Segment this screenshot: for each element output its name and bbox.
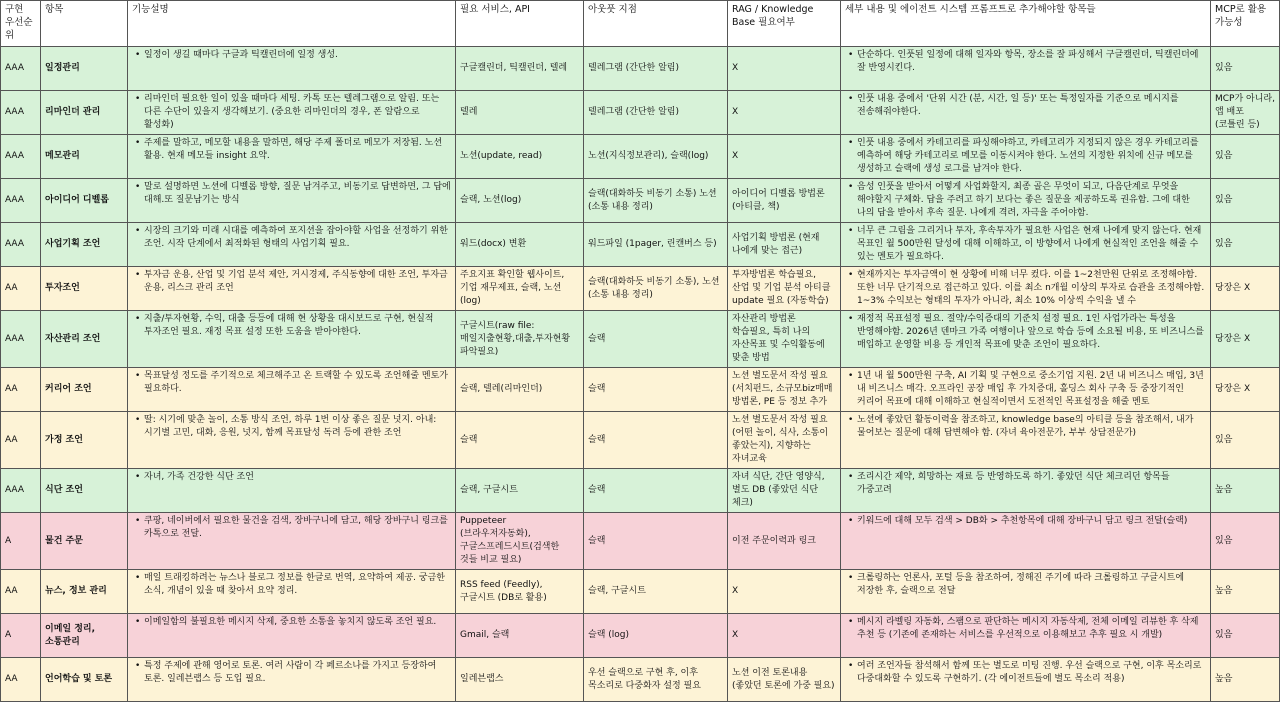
- table-row: [1, 658, 1280, 702]
- cell-output: 텔레그램 (간단한 알림): [584, 91, 728, 135]
- cell-prompt-text: • 너무 큰 그림을 그리거나 투자, 후속투자가 필요한 사업은 현재 나에게 맞지 않는다. 현재 목표인 월 500만원 달성에 대해 이해하고, 이 방향에서 나에게 현실적인 조언을 해줄 수 있는 멘토가 필요하다.: [845, 225, 1206, 264]
- cell-mcp: 있음: [1211, 47, 1280, 91]
- cell-rag: X: [728, 614, 841, 658]
- table-row: [1, 570, 1280, 614]
- cell-item: 아이디어 디벨롭: [41, 179, 128, 223]
- cell-desc-text: • 딸: 시기에 맞춘 놀이, 소통 방식 조언, 하루 1번 이상 좋은 질문 넛지. 아내: 시기별 고민, 대화, 응원, 넛지, 함께 목표달성 독려 등에 관한 조언: [132, 414, 451, 440]
- cell-output: 텔레그램 (간단한 알림): [584, 47, 728, 91]
- cell-priority: AA: [1, 412, 41, 469]
- cell-desc: [128, 91, 456, 135]
- cell-desc: [128, 614, 456, 658]
- cell-output: 워드파일 (1pager, 린캔버스 등): [584, 223, 728, 267]
- cell-priority: AA: [1, 368, 41, 412]
- cell-services: Puppeteer (브라우저자동화), 구글스프레드시트(검색한 것들 비교 필요): [456, 513, 584, 570]
- cell-item: 일정관리: [41, 47, 128, 91]
- cell-prompt: [841, 135, 1211, 179]
- cell-rag: 노션 이전 토론내용 (좋았던 토론에 가중 필요): [728, 658, 841, 702]
- cell-output: 노션(지식정보관리), 슬랙(log): [584, 135, 728, 179]
- table-row: [1, 135, 1280, 179]
- cell-priority: AA: [1, 267, 41, 311]
- cell-prompt-text: • 키워드에 대해 모두 검색 > DB화 > 추천항목에 대해 장바구니 담고 링크 전달(슬랙): [845, 515, 1206, 528]
- table-row: [1, 469, 1280, 513]
- cell-priority: AAA: [1, 311, 41, 368]
- cell-prompt-text: • 재정적 목표설정 필요. 절약/수익증대의 기준치 설정 필요. 1인 사업가라는 특성을 반영해야함. 2026년 덴마크 가족 여행이나 앞으로 학습 등에 소요될 비용, 또 비즈니스를 매입하고 운영할 비용 등 개인적 목표에 맞춘 조언이 필요하다.: [845, 313, 1206, 352]
- cell-priority: AAA: [1, 135, 41, 179]
- cell-prompt: [841, 614, 1211, 658]
- cell-priority: A: [1, 513, 41, 570]
- cell-mcp: 당장은 X: [1211, 311, 1280, 368]
- table-row: [1, 47, 1280, 91]
- cell-rag: 사업기획 방법론 (현재 나에게 맞는 접근): [728, 223, 841, 267]
- cell-services: 구글시트(raw file: 매일지출현황,대출,투자현황 파악필요): [456, 311, 584, 368]
- header-item: 항목: [41, 1, 128, 47]
- cell-prompt: [841, 223, 1211, 267]
- table-row: [1, 311, 1280, 368]
- cell-desc-text: • 쿠팡, 네이버에서 필요한 물건을 검색, 장바구니에 담고, 해당 장바구니 링크를 카톡으로 전달.: [132, 515, 451, 541]
- cell-services: 주요지표 확인할 웹사이트, 기업 재무제표, 슬랙, 노션(log): [456, 267, 584, 311]
- cell-desc: [128, 311, 456, 368]
- cell-output: 슬랙: [584, 469, 728, 513]
- cell-mcp: 있음: [1211, 513, 1280, 570]
- cell-rag: 자산관리 방법론 학습필요, 특히 나의 자산목표 및 수익활동에 맞춘 방법: [728, 311, 841, 368]
- cell-priority: AAA: [1, 223, 41, 267]
- cell-prompt-text: • 여러 조언자들 참석해서 함께 또는 별도로 미팅 진행. 우선 슬랙으로 구현, 이후 목소리로 다중대화할 수 있도록 구현하기. (각 에이전트들에 별도 목소리 적용): [845, 660, 1206, 686]
- cell-item: 물건 주문: [41, 513, 128, 570]
- cell-priority: AAA: [1, 91, 41, 135]
- cell-prompt-text: • 단순하다. 인풋된 일정에 대해 일자와 항목, 장소를 잘 파싱해서 구글캘린더, 틱캘린더에 잘 반영시킨다.: [845, 49, 1206, 75]
- cell-rag: 아이디어 디벨롭 방법론 (아티클, 책): [728, 179, 841, 223]
- cell-priority: AAA: [1, 47, 41, 91]
- cell-services: 노션(update, read): [456, 135, 584, 179]
- cell-priority: AA: [1, 570, 41, 614]
- header-prompt: 세부 내용 및 에이전트 시스템 프롬프트로 추가해야할 항목들: [841, 1, 1211, 47]
- cell-rag: 자녀 식단, 간단 영양식, 별도 DB (좋았던 식단 체크): [728, 469, 841, 513]
- cell-prompt-text: • 조리시간 제약, 희망하는 재료 등 반영하도록 하기. 좋았던 식단 체크리던 항목들 가중고려: [845, 471, 1206, 497]
- cell-prompt: [841, 368, 1211, 412]
- cell-desc-text: • 시장의 크기와 미래 시대를 예측하여 포지션을 잡아야할 사업을 선정하기 위한 조언. 시작 단계에서 최적화된 형태의 사업기획 필요.: [132, 225, 451, 251]
- table-row: [1, 513, 1280, 570]
- cell-prompt-text: • 노션에 좋았던 활동이력을 참조하고, knowledge base의 아티클 등을 참조해서, 내가 물어보는 질문에 대해 답변해야 함. (자녀 육아전문가, 부부 상담전문가): [845, 414, 1206, 440]
- cell-rag: X: [728, 570, 841, 614]
- cell-item: 커리어 조언: [41, 368, 128, 412]
- table-row: [1, 368, 1280, 412]
- cell-item: 가정 조언: [41, 412, 128, 469]
- cell-mcp: 있음: [1211, 135, 1280, 179]
- cell-desc-text: • 말로 설명하면 노션에 디벨롭 방향, 질문 남겨주고, 비동기로 답변하면, 그 답에 대해.또 질문남기는 방식: [132, 181, 451, 207]
- cell-priority: A: [1, 614, 41, 658]
- cell-rag: X: [728, 135, 841, 179]
- cell-priority: AAA: [1, 179, 41, 223]
- cell-rag: X: [728, 91, 841, 135]
- cell-output: 슬랙: [584, 311, 728, 368]
- cell-output: 우선 슬랙으로 구현 후, 이후 목소리로 다중화자 설정 필요: [584, 658, 728, 702]
- cell-services: 텔레: [456, 91, 584, 135]
- cell-desc: [128, 179, 456, 223]
- cell-desc-text: • 특정 주제에 관해 영어로 토론. 여러 사람이 각 페르소나를 가지고 등장하여 토론. 일레븐랩스 등 도입 필요.: [132, 660, 451, 686]
- cell-prompt-text: • 크롤링하는 언론사, 포털 등을 참조하여, 정해진 주기에 따라 크롤링하고 구글시트에 저장한 후, 슬랙으로 전달: [845, 572, 1206, 598]
- cell-prompt-text: • 음성 인풋을 받아서 어떻게 사업화할지, 최종 골은 무엇이 되고, 다음단계로 무엇을 해야할지 구체화. 답을 주려고 하기 보다는 좋은 질문을 제공하도록 권유함. 그에 대한 나의 답을 받아서 후속 질문. 나에게 격려, 자극을 주어야함.: [845, 181, 1206, 220]
- cell-prompt: [841, 179, 1211, 223]
- header-services: 필요 서비스, API: [456, 1, 584, 47]
- table-row: [1, 267, 1280, 311]
- cell-mcp: 높음: [1211, 658, 1280, 702]
- cell-desc-text: • 자녀, 가족 건강한 식단 조언: [132, 471, 451, 484]
- cell-services: Gmail, 슬랙: [456, 614, 584, 658]
- cell-prompt-text: • 인풋 내용 중에서 '단위 시간 (분, 시간, 일 등)' 또는 특정일자를 기준으로 메시지를 전송해줘야한다.: [845, 93, 1206, 119]
- header-priority: 구현 우선순위: [1, 1, 41, 47]
- cell-output: 슬랙, 구글시트: [584, 570, 728, 614]
- cell-mcp: 있음: [1211, 223, 1280, 267]
- cell-item: 뉴스, 정보 관리: [41, 570, 128, 614]
- header-row: [1, 1, 1280, 47]
- cell-rag: 이전 주문이력과 링크: [728, 513, 841, 570]
- cell-services: 슬랙: [456, 412, 584, 469]
- cell-prompt: [841, 513, 1211, 570]
- cell-rag: X: [728, 47, 841, 91]
- cell-mcp: 있음: [1211, 614, 1280, 658]
- cell-mcp: 있음: [1211, 412, 1280, 469]
- cell-item: 자산관리 조언: [41, 311, 128, 368]
- cell-mcp: 당장은 X: [1211, 368, 1280, 412]
- header-rag: RAG / Knowledge Base 필요여부: [728, 1, 841, 47]
- table-row: [1, 91, 1280, 135]
- cell-desc-text: • 리마인더 필요한 일이 있을 때마다 세팅. 카톡 또는 텔레그램으로 알림. 또는 다른 수단이 있을지 생각해보기. (중요한 리마인더의 경우, 폰 알람으로 활성화): [132, 93, 451, 132]
- cell-output: 슬랙(대화하듯 비동기 소통), 노션(소통 내용 정리): [584, 267, 728, 311]
- table-row: [1, 412, 1280, 469]
- cell-rag: 투자방법론 학습필요, 산업 및 기업 분석 아티클 update 필요 (자동학습): [728, 267, 841, 311]
- cell-output: 슬랙: [584, 368, 728, 412]
- table-row: [1, 223, 1280, 267]
- table-row: [1, 614, 1280, 658]
- cell-prompt: [841, 412, 1211, 469]
- cell-prompt: [841, 658, 1211, 702]
- cell-item: 이메일 정리, 소통관리: [41, 614, 128, 658]
- cell-prompt: [841, 91, 1211, 135]
- cell-mcp: 당장은 X: [1211, 267, 1280, 311]
- cell-mcp: 높음: [1211, 469, 1280, 513]
- cell-services: 슬랙, 텔레(리마인더): [456, 368, 584, 412]
- cell-services: 워드(docx) 변환: [456, 223, 584, 267]
- cell-desc-text: • 지출/투자현황, 수익, 대출 등등에 대해 현 상황을 대시보드로 구현, 현실적 투자조언 필요. 재정 목표 설정 또한 도움을 받아야한다.: [132, 313, 451, 339]
- cell-desc-text: • 주제를 말하고, 메모할 내용을 말하면, 해당 주제 폴더로 메모가 저장됨. 노션 활용. 현재 메모들 insight 요약.: [132, 137, 451, 163]
- cell-services: 구글캘린더, 틱캘린더, 텔레: [456, 47, 584, 91]
- cell-item: 사업기획 조언: [41, 223, 128, 267]
- cell-desc: [128, 513, 456, 570]
- cell-priority: AAA: [1, 469, 41, 513]
- cell-desc: [128, 658, 456, 702]
- header-output: 아웃풋 지점: [584, 1, 728, 47]
- cell-desc: [128, 469, 456, 513]
- cell-prompt-text: • 현재까지는 투자금액이 현 상황에 비해 너무 컸다. 이를 1~2천만원 단위로 조정해야함. 또한 너무 단기적으로 접근하고 있다. 이를 최소 n개월 이상의 투자로 습관을 조정해야함. 1~3% 수익보는 형태의 투자가 아니라, 최소 10% 이상씩 수익을 낼 수: [845, 269, 1206, 308]
- cell-desc: [128, 412, 456, 469]
- cell-mcp: 있음: [1211, 179, 1280, 223]
- cell-mcp: MCP가 아니라, 앱 배포 (코틀린 등): [1211, 91, 1280, 135]
- cell-output: 슬랙: [584, 412, 728, 469]
- cell-services: RSS feed (Feedly), 구글시트 (DB로 활용): [456, 570, 584, 614]
- table-body: [1, 47, 1280, 702]
- cell-prompt: [841, 267, 1211, 311]
- cell-output: 슬랙(대화하듯 비동기 소통) 노션(소통 내용 정리): [584, 179, 728, 223]
- cell-desc: [128, 135, 456, 179]
- cell-desc-text: • 투자금 운용, 산업 및 기업 분석 제안, 거시경제, 주식동향에 대한 조언, 투자금 운용, 리스크 관리 조언: [132, 269, 451, 295]
- header-desc: 기능설명: [128, 1, 456, 47]
- cell-output: 슬랙: [584, 513, 728, 570]
- cell-item: 언어학습 및 토론: [41, 658, 128, 702]
- cell-prompt-text: • 인풋 내용 중에서 카테고리를 파싱해야하고, 카테고리가 지정되지 않은 경우 카테고리를 예측하여 해당 카테고리로 메모를 이동시켜야 한다. 노션의 지정한 위치에 신규 메모를 생성하고 슬랙에 생성 로그를 남겨야 한다.: [845, 137, 1206, 176]
- cell-desc-text: • 일정이 생길 때마다 구글과 틱캘린더에 일정 생성.: [132, 49, 451, 62]
- cell-desc: [128, 368, 456, 412]
- cell-services: 일레븐랩스: [456, 658, 584, 702]
- cell-output: 슬랙 (log): [584, 614, 728, 658]
- cell-desc: [128, 570, 456, 614]
- cell-prompt-text: • 메시지 라벨링 자동화, 스팸으로 판단하는 메시지 자동삭제, 전체 이메일 리뷰한 후 삭제 추천 등 (기존에 존재하는 서비스를 우선적으로 이용해보고 추후 필요 시 개발): [845, 616, 1206, 642]
- cell-mcp: 높음: [1211, 570, 1280, 614]
- cell-prompt: [841, 570, 1211, 614]
- cell-desc-text: • 매일 트래킹하려는 뉴스나 블로그 정보를 한글로 번역, 요약하여 제공. 궁금한 소식, 개념이 있을 때 찾아서 요약 정리.: [132, 572, 451, 598]
- cell-item: 메모관리: [41, 135, 128, 179]
- cell-desc-text: • 목표달성 정도를 주기적으로 체크해주고 온 트랙할 수 있도록 조언해줄 멘토가 필요하다.: [132, 370, 451, 396]
- cell-prompt: [841, 469, 1211, 513]
- cell-services: 슬랙, 노션(log): [456, 179, 584, 223]
- cell-desc-text: • 이메일함의 불필요한 메시지 삭제, 중요한 소통을 놓치지 않도록 조언 필요.: [132, 616, 451, 629]
- cell-rag: 노션 별도문서 작성 필요 (서치펀드, 소규모biz매매 방법론, PE 등 정보 추가: [728, 368, 841, 412]
- cell-item: 투자조언: [41, 267, 128, 311]
- cell-prompt: [841, 311, 1211, 368]
- cell-item: 식단 조언: [41, 469, 128, 513]
- cell-services: 슬랙, 구글시트: [456, 469, 584, 513]
- cell-desc: [128, 223, 456, 267]
- cell-prompt-text: • 1년 내 월 500만원 구축, AI 기획 및 구현으로 중소기업 지원. 2년 내 비즈니스 매입, 3년 내 비즈니스 매각. 오프라인 공장 매입 후 가치증대, 홀딩스 회사 구축 등 중장기적인 커리어 목표에 대해 이해하고 현실적이면서 도전적인 목표설정을 해줄 멘토: [845, 370, 1206, 409]
- cell-item: 리마인더 관리: [41, 91, 128, 135]
- cell-priority: AA: [1, 658, 41, 702]
- cell-prompt: [841, 47, 1211, 91]
- header-mcp: MCP로 활용 가능성: [1211, 1, 1280, 47]
- cell-rag: 노션 별도문서 작성 필요 (어떤 놀이, 식사, 소통이 좋았는지), 지향하는 자녀교육: [728, 412, 841, 469]
- cell-desc: [128, 47, 456, 91]
- table-row: [1, 179, 1280, 223]
- cell-desc: [128, 267, 456, 311]
